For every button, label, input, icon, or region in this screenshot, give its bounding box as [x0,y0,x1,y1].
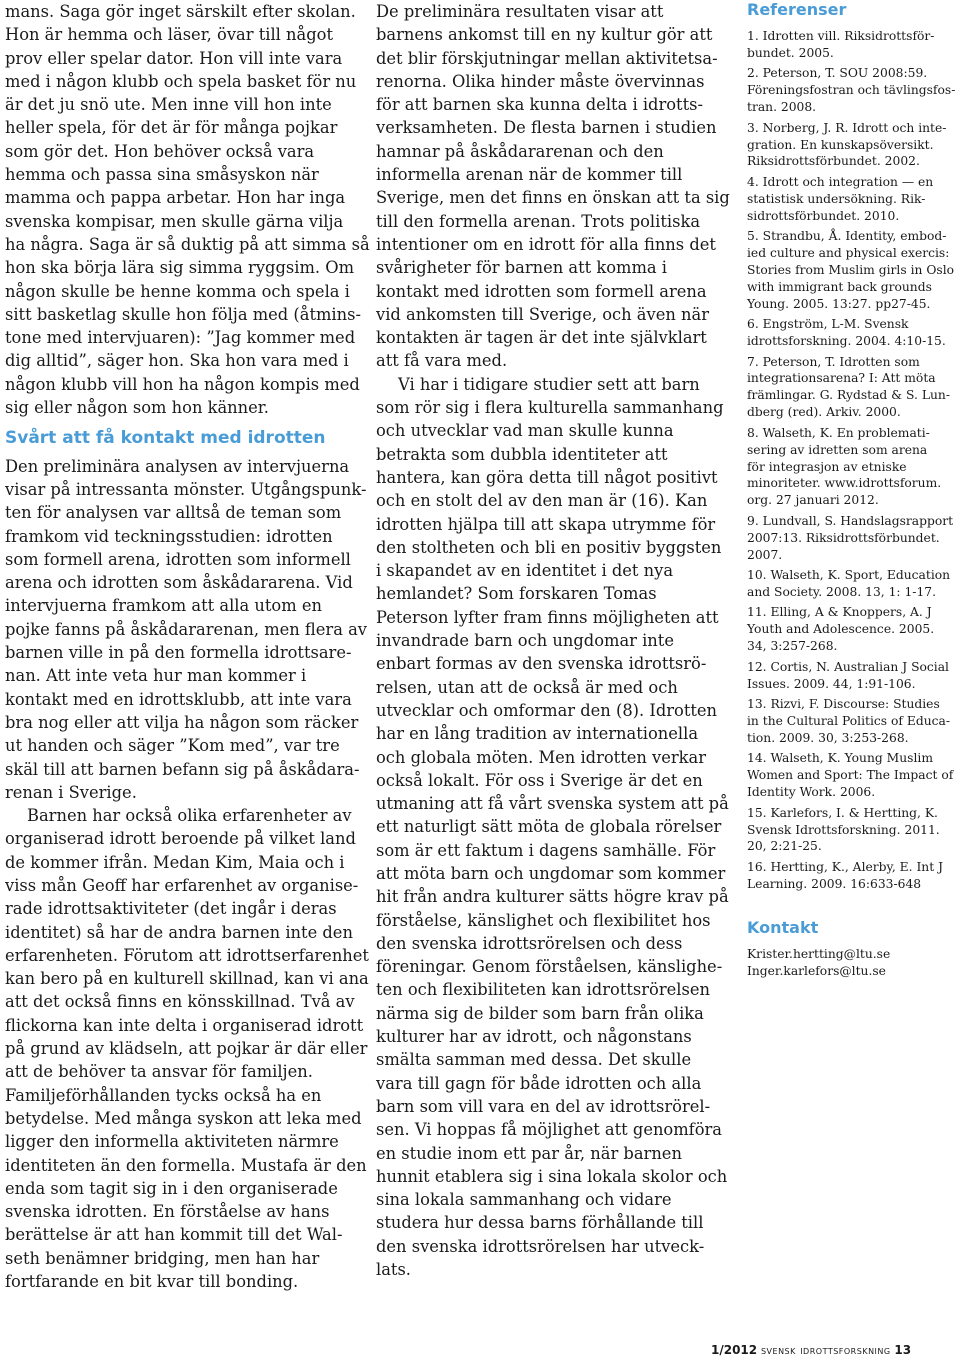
text-line: mamma och pappa arbetar. Hon har inga [5,188,346,208]
text-line: ut handen och säger ”Kom med”, var tre [5,736,340,756]
reference-line: 6. Engström, L-M. Svensk [747,317,909,332]
left-column [5,0,370,1293]
text-line: den stoltheten och bli en positiv byggsten [376,537,722,557]
text-line: någon klubb vill hon ha någon kompis med [5,374,360,394]
reference-item [747,28,960,62]
reference-line: 11. Elling, A & Knoppers, A. J [747,605,932,620]
text-line: hemma och passa sina småsyskon när [5,165,319,185]
reference-line: Riksidrottsförbundet. 2002. [747,154,920,169]
text-line: kontakt med en idrottsklubb, att inte vara [5,689,352,709]
text-line: som är ett faktum i dagens samhälle. För [376,840,716,860]
text-line: sig eller någon som hon känner. [5,398,269,418]
text-line: den svenska idrottsrörelsen har utveck- [376,1236,705,1256]
reference-item [747,567,960,601]
text-line: en studie inom ett par år, när barnen [376,1143,682,1163]
text-line: bra nog eller att vilja ha någon som räcker [5,712,359,732]
reference-line: idrottsforskning. 2004. 4:10-15. [747,334,946,349]
text-line: barn som vill vara en del av idrottsrörel- [376,1096,711,1116]
text-line: intentioner om en idrott för alla finns det [376,234,716,254]
paragraph [376,373,729,1282]
text-line: relsen, utan att de också är med och [376,677,678,697]
page-footer [711,1342,954,1358]
text-line: hunnit etablera sig i sina lokala skolor och [376,1166,728,1186]
text-line: studera hur dessa barns förhållande till [376,1213,704,1233]
text-line: ha några. Saga är så duktig på att simma så [5,234,370,254]
text-line: någon skulle be henne komma och spela i [5,281,350,301]
reference-line: 2. Peterson, T. SOU 2008:59. [747,66,928,81]
reference-line: integrationsarena? I: Att möta [747,371,936,386]
reference-line: 2007:13. Riksidrottsförbundet. [747,530,940,545]
text-line: identiteten än den formella. Mustafa är den [5,1155,367,1175]
text-line: ten och flexibiliteten kan idrottsrörelsen [376,980,710,1000]
text-line: att de behöver ta ansvar för familjen. [5,1062,313,1082]
reference-line: 12. Cortis, N. Australian J Social [747,659,949,674]
reference-line: sering av idretten som arena [747,442,928,457]
text-line: som formell arena, idrotten som informell [5,549,351,569]
reference-line: dberg (red). Arkiv. 2000. [747,405,901,420]
reference-line: främlingar. G. Rydstad & S. Lun- [747,388,951,403]
reference-line: 9. Lundvall, S. Handslagsrapport [747,513,954,528]
text-line: fortfarande en bit kvar till bonding. [5,1272,299,1292]
text-line: närma sig de bilder som barn från olika [376,1003,704,1023]
text-line: enda som tagit sig in i den organiserade [5,1178,338,1198]
text-line: vid ankomsten till Sverige, och även när [376,304,709,324]
reference-item [747,696,960,747]
text-line: viss mån Geoff har erfarenhet av organise- [5,875,359,895]
text-line: föreningar. Genom förståelsen, känslighe- [376,957,723,977]
reference-line: Svensk Idrottsforskning. 2011. [747,822,940,837]
reference-line: 7. Peterson, T. Idrotten som [747,354,920,369]
reference-line: Stories from Muslim girls in Oslo [747,262,955,277]
reference-line: Women and Sport: The Impact of [747,768,954,783]
text-line: ett naturligt sätt möta de globala rörelser [376,817,722,837]
text-line: är det ju snö ute. Men inne vill hon inte [5,95,332,115]
text-line: Sverige, men det finns en önskan att ta sig [376,188,730,208]
text-line: skäl till att barnen befann sig på åskådara- [5,759,360,779]
text-line: den svenska idrottsrörelsen och dess [376,933,683,953]
text-line: hon ska börja lära sig simma ryggsim. Om [5,258,355,278]
reference-line: 34, 3:257-268. [747,639,838,654]
reference-list [747,28,960,893]
text-line: och globala möten. Men idrotten verkar [376,747,707,767]
text-line: förståelse, känslighet och flexibilitet hos [376,910,711,930]
reference-line: Learning. 2009. 16:633-648 [747,876,922,891]
paragraph [5,804,369,1293]
paragraph [5,0,370,419]
text-line: berättelse är att han kommit till det Wal- [5,1225,343,1245]
text-line: Familjeförhållanden tycks också ha en [5,1085,322,1105]
text-line: mans. Saga gör inget särskilt efter skolan. [5,2,356,21]
text-line: De preliminära resultaten visar att [376,2,664,21]
text-line: Den preliminära analysen av intervjuerna [5,456,350,476]
reference-item [747,513,960,564]
text-line: sitt basketlag skulle hon följa med (åtmins- [5,304,361,324]
references-column [747,0,960,979]
text-line: de kommer ifrån. Medan Kim, Maia och i [5,852,345,872]
reference-line: 16. Hertting, K., Alerby, E. Int J [747,859,944,874]
text-line: lats. [376,1260,411,1280]
text-line: det blir förskjutningar mellan aktivitetsa- [376,48,718,68]
text-line: idrotten hjälpa till att skapa utrymme för [376,514,716,534]
text-line: smälta samman med dessa. Det skulle [376,1050,692,1070]
reference-line: bundet. 2005. [747,45,834,60]
text-line: utvecklar och omformar den (8). Idrotten [376,700,718,720]
text-line: kontakt med idrotten som formell arena [376,281,707,301]
middle-column [376,0,730,1281]
text-line: som rör sig i flera kulturella sammanhang [376,398,724,418]
reference-line: 13. Rizvi, F. Discourse: Studies [747,697,940,712]
text-line: barnen ville in på den formella idrottsare- [5,643,352,663]
paragraph [376,0,730,373]
journal-title: svensk idrottsforskning [760,1343,891,1357]
text-line: på grund av klädseln, att pojkar är där eller [5,1039,368,1059]
text-line: verksamheten. De flesta barnen i studien [376,118,717,138]
reference-line: 8. Walseth, K. En problemati- [747,425,930,440]
text-line: också lokalt. För oss i Sverige är det en [376,770,703,790]
text-line: identitet) så har de andra barnen inte den [5,922,353,942]
text-line: tone med intervjuaren): ”Jag kommer med [5,328,356,348]
reference-line: 2007. [747,547,783,562]
reference-line: ied culture and physical exercis: [747,246,950,261]
text-line: till den formella arenan. Trots politiska [376,211,701,231]
reference-line: gration. En kunskapsöversikt. [747,137,934,152]
text-line: som gör det. Hon behöver också vara [5,141,315,161]
text-line: rade idrottsaktiviteter (det ingår i deras [5,899,337,919]
reference-item [747,604,960,655]
reference-item [747,354,960,422]
text-line: hamnar på åskådararenan och den [376,141,664,161]
reference-line: för integrasjon av etniske [747,459,907,474]
reference-line: Issues. 2009. 44, 1:91-106. [747,676,916,691]
text-line: heller spela, för det är för många pojkar [5,118,338,138]
text-line: och en stolt del av den man är (16). Kan [376,491,708,511]
reference-item [747,65,960,116]
text-line: Vi har i tidigare studier sett att barn [398,374,700,394]
reference-line: 15. Karlefors, I. & Hertting, K. [747,805,938,820]
text-line: informella arenan när de kommer till [376,165,683,185]
text-line: svårigheter för barnen att komma i [376,258,668,278]
reference-line: minoriteter. www.idrottsforum. [747,476,942,491]
reference-line: statistisk undersökning. Rik- [747,191,926,206]
text-line: utmaning att få vårt svenska system att på [376,794,729,814]
text-line: betrakta som dubbla identiteter att [376,444,668,464]
text-line: vara till gagn för både idrotten och alla [376,1073,702,1093]
reference-line: with immigrant back grounds [747,279,932,294]
text-line: för att barnen ska kunna delta i idrotts- [376,95,703,115]
reference-line: 20, 2:21-25. [747,839,822,854]
text-line: arena och idrotten som åskådararena. Vid [5,573,353,593]
text-line: visar på intressanta mönster. Utgångspunk- [5,479,367,499]
text-line: Hon är hemma och läser, övar till något [5,25,334,45]
reference-line: Identity Work. 2006. [747,785,876,800]
text-line: renorna. Olika hinder måste övervinnas [376,71,705,91]
reference-item [747,316,960,350]
reference-line: and Society. 2008. 13, 1: 1-17. [747,584,937,599]
reference-item [747,859,960,893]
text-line: dig alltid”, säger hon. Ska hon vara med i [5,351,349,371]
text-line: flickorna kan inte delta i organiserad idrott [5,1015,364,1035]
section-heading: Svårt att få kontakt med idrotten [5,428,326,449]
text-line: har en lång tradition av internationella [376,724,699,744]
text-line: svenska idrotten. En förståelse av hans [5,1202,330,1222]
reference-item [747,659,960,693]
paragraph [5,455,367,804]
page-number: 13 [894,1343,912,1357]
text-line: organiserad idrott beroende på vilket land [5,829,356,849]
text-line: renan i Sverige. [5,782,137,802]
contact-email[interactable]: Inger.karlefors@ltu.se [747,963,886,978]
reference-line: 4. Idrott och integration — en [747,174,934,189]
text-line: att möta barn och ungdomar som kommer [376,863,726,883]
reference-line: 5. Strandbu, Å. Identity, embod- [747,229,947,244]
reference-line: 3. Norberg, J. R. Idrott och inte- [747,120,947,135]
reference-line: 10. Walseth, K. Sport, Education [747,568,951,583]
text-line: att det också finns en könsskillnad. Två av [5,992,355,1012]
reference-line: Young. 2005. 13:27. pp27-45. [747,296,931,311]
reference-item [747,805,960,856]
references-heading: Referenser [747,0,847,19]
reference-line: tran. 2008. [747,100,817,115]
text-line: sina lokala sammanhang och vidare [376,1190,672,1210]
text-line: betydelse. Med många syskon att leka med [5,1108,362,1128]
text-line: Peterson lyfter fram finns möjligheten att [376,607,719,627]
text-line: sen. Vi hoppas få möjlighet att genomföra [376,1120,722,1140]
text-line: i skapandet av en identitet i det nya [376,561,674,581]
reference-item [747,425,960,509]
text-line: invandrade barn och ungdomar inte [376,631,674,651]
text-line: svenska kompisar, men skulle gärna vilja [5,211,344,231]
text-line: nan. Att inte veta hur man kommer i [5,666,307,686]
text-line: kan bero på en kulturell skillnad, kan vi ana [5,969,369,989]
reference-item [747,750,960,801]
reference-line: org. 27 januari 2012. [747,493,879,508]
text-line: ten för analysen var alltså de teman som [5,503,342,523]
text-line: barnens ankomst till en ny kultur gör att [376,25,713,45]
text-line: med i någon klubb och spela basket för nu [5,71,357,91]
reference-line: 1. Idrotten vill. Riksidrottsför- [747,29,935,43]
text-line: prov eller spelar dator. Hon vill inte vara [5,48,343,68]
reference-line: sidrottsförbundet. 2010. [747,208,900,223]
text-line: intervjuerna framkom att alla utom en [5,596,322,616]
reference-line: in the Cultural Politics of Educa- [747,713,951,728]
reference-line: Youth and Adolescence. 2005. [747,622,935,637]
text-line: erfarenheten. Förutom att idrottserfarenhet [5,945,369,965]
reference-item [747,120,960,171]
text-line: seth benämner bridging, men han har [5,1248,320,1268]
reference-item [747,228,960,312]
text-line: pojke fanns på åskådararenan, men flera av [5,619,367,639]
text-line: att få vara med. [376,351,508,371]
issue-number: 1/2012 [711,1343,758,1357]
text-line: hemlandet? Som forskaren Tomas [376,584,657,604]
contact-heading: Kontakt [747,917,819,937]
text-line: framkom vid teckningsstudien: idrotten [5,526,333,546]
contact-email[interactable]: Krister.hertting@ltu.se [747,946,891,961]
reference-line: 14. Walseth, K. Young Muslim [747,751,933,766]
text-line: enbart formas av den svenska idrottsrö- [376,654,707,674]
text-line: Barnen har också olika erfarenheter av [27,806,352,826]
text-line: hit från andra kulturer sätts högre krav på [376,887,729,907]
text-line: och utvecklar vad man skulle kunna [376,421,674,441]
text-line: ligger den informella aktiviteten närmre [5,1132,339,1152]
contact-list [747,946,960,980]
text-line: hantera, kan göra detta till något positivt [376,467,718,487]
text-line: kontakten är tagen är det inte självklart [376,328,707,348]
reference-line: Föreningsfostran och tävlingsfos- [747,83,956,98]
reference-line: tion. 2009. 30, 3:253-268. [747,730,909,745]
reference-item [747,174,960,225]
text-line: kulturer har av idrott, och någonstans [376,1027,692,1047]
